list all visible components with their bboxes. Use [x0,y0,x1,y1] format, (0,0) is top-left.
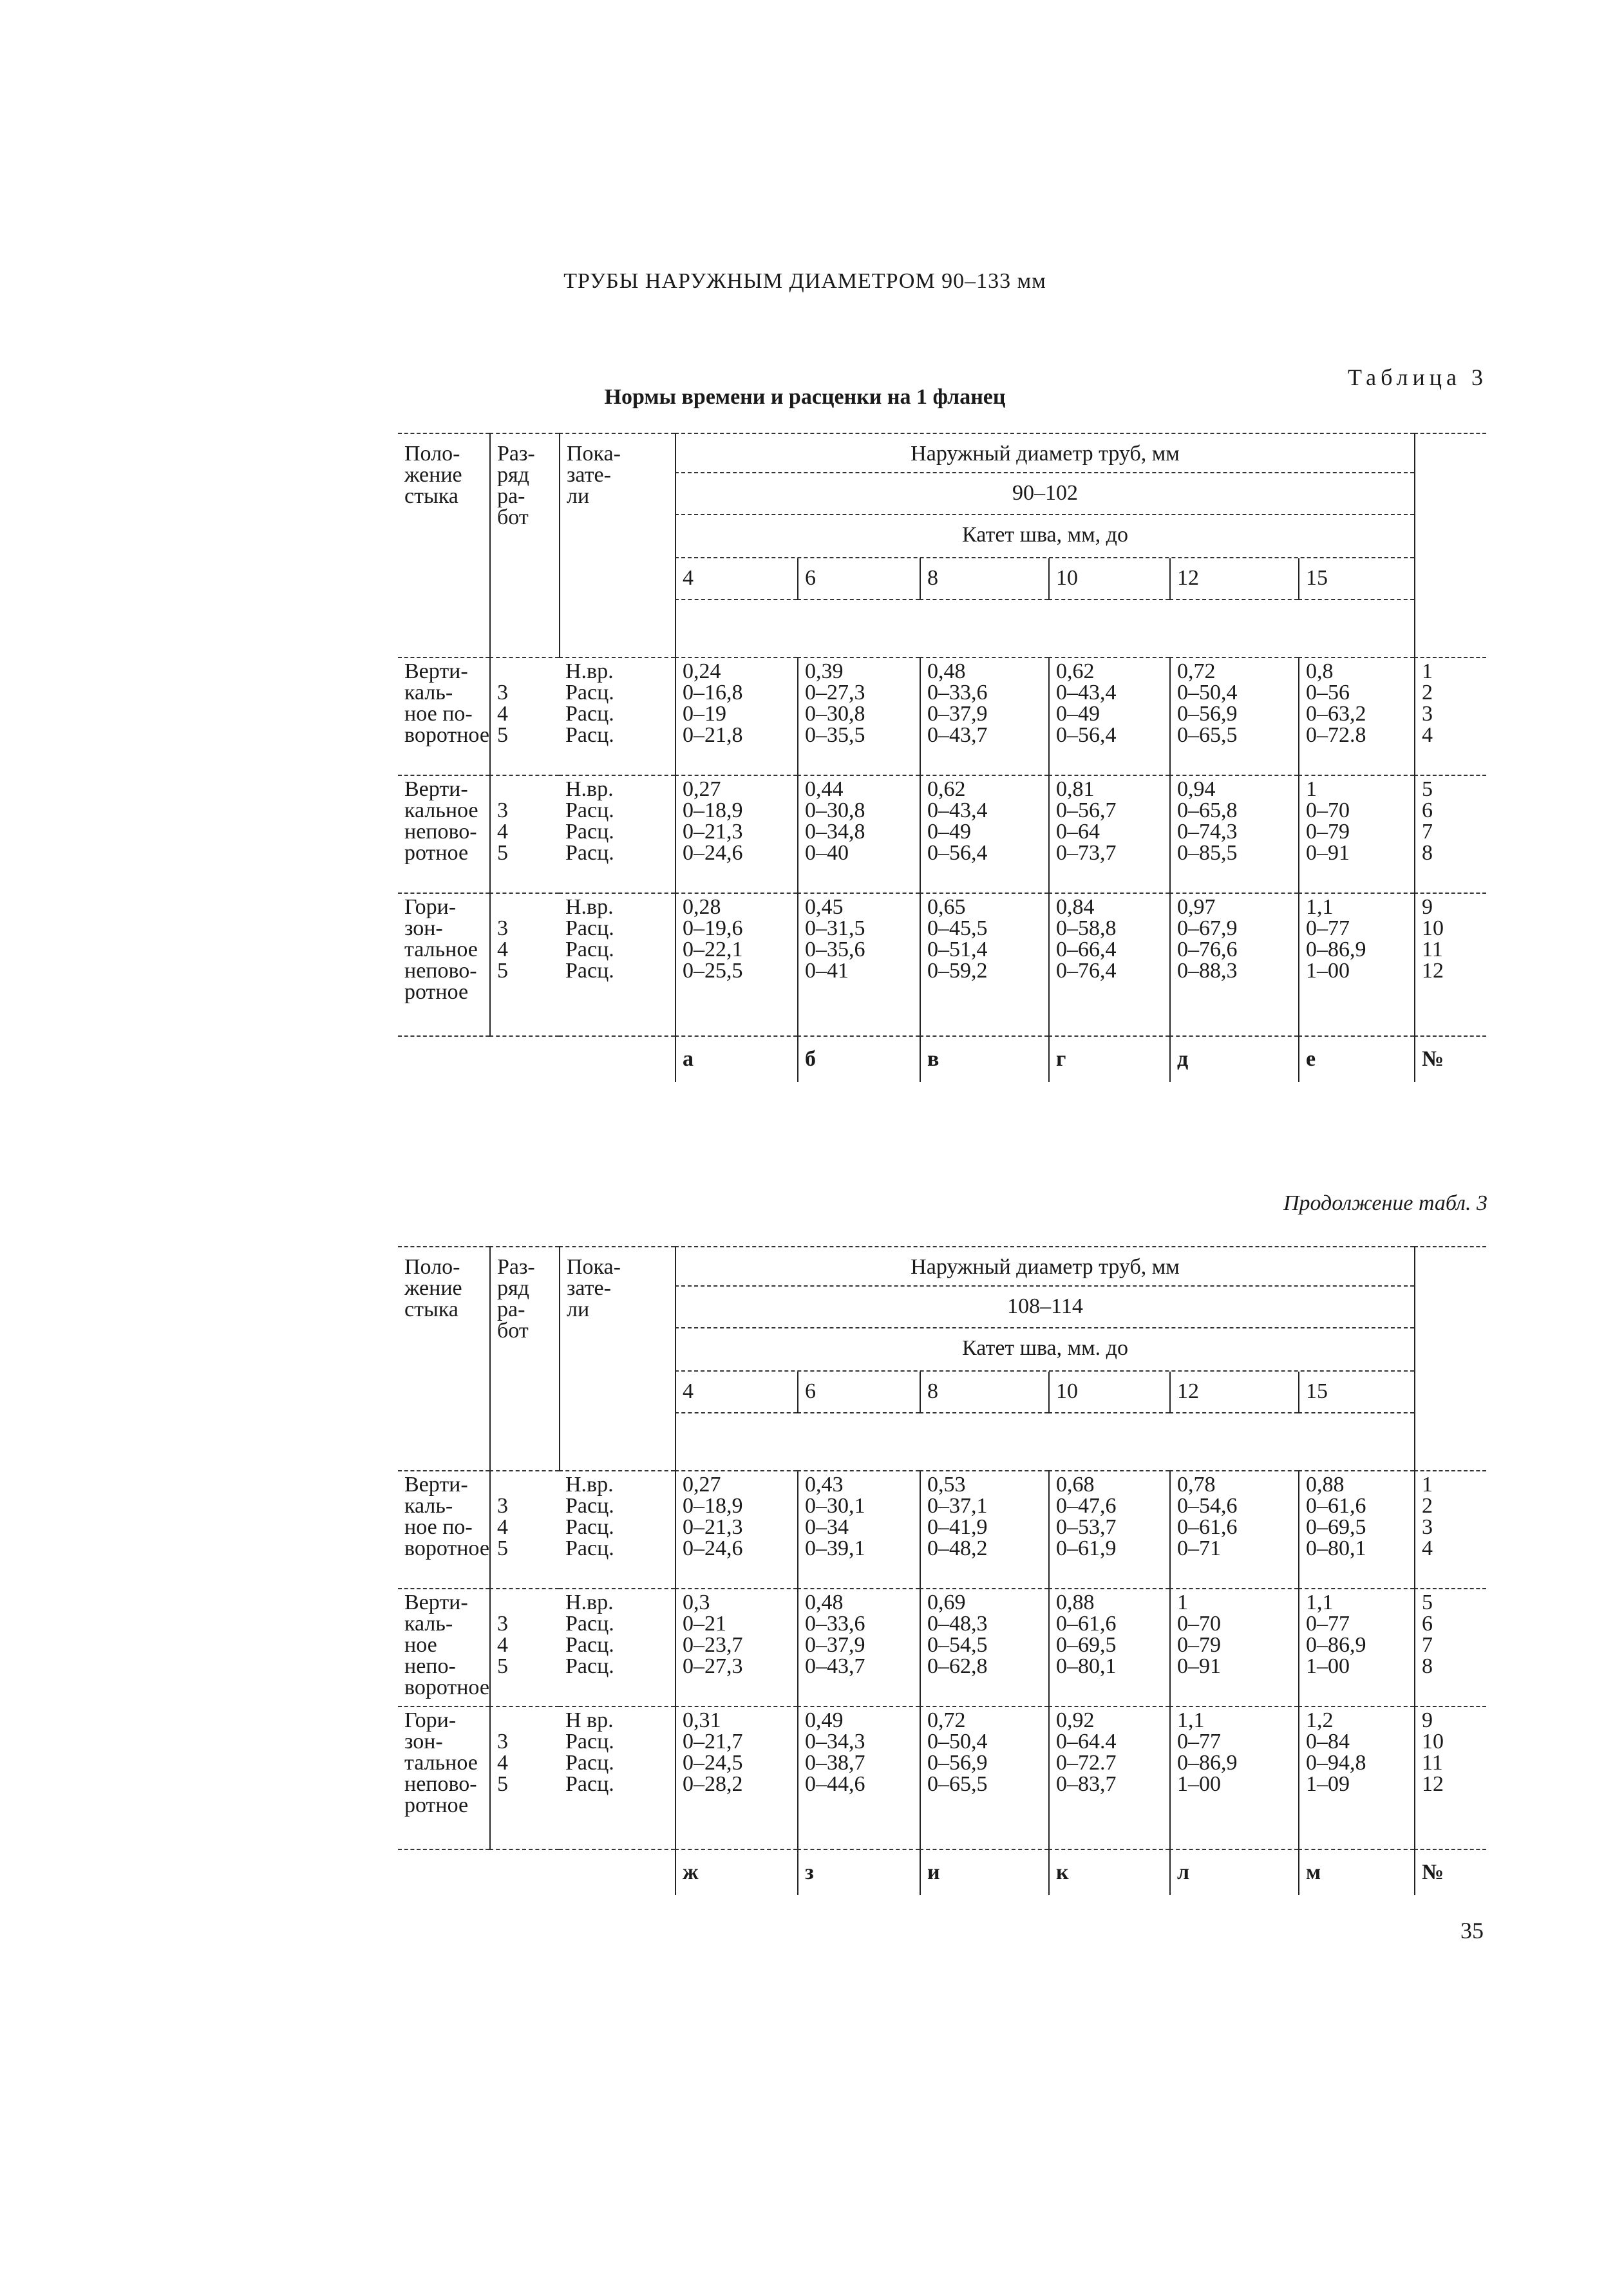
value-cell: 0,45 0–31,5 0–35,6 0–41 [797,894,920,1037]
number-header: № [1414,1850,1486,1895]
header-spacer [1048,600,1169,658]
value-cell: 1 0–70 0–79 0–91 [1169,1589,1298,1707]
header-diameter-range: 90–102 [675,473,1414,515]
header-position: Поло- жение стыка [398,433,489,658]
value-cell: 0,88 0–61,6 0–69,5 0–80,1 [1048,1589,1169,1707]
header-spacer [675,1413,797,1471]
header-weld-leg: Катет шва, мм. до [675,1328,1414,1372]
value-cell: 0,97 0–67,9 0–76,6 0–88,3 [1169,894,1298,1037]
header-leg-value: 8 [920,558,1048,600]
row-numbers: 1 2 3 4 [1414,658,1486,776]
column-letter: к [1048,1850,1169,1895]
value-cell: 1,1 0–77 0–86,9 1–00 [1298,894,1414,1037]
value-cell: 0,28 0–19,6 0–22,1 0–25,5 [675,894,797,1037]
value-cell: 0,81 0–56,7 0–64 0–73,7 [1048,776,1169,894]
indicator-labels: Н.вр. Расц. Расц. Расц. [559,894,675,1037]
footer-blank [398,1037,675,1082]
header-spacer [1298,600,1414,658]
value-cell: 0,72 0–50,4 0–56,9 0–65,5 [920,1707,1048,1850]
indicator-labels: Н.вр. Расц. Расц. Расц. [559,1471,675,1589]
value-cell: 0,39 0–27,3 0–30,8 0–35,5 [797,658,920,776]
column-letter: и [920,1850,1048,1895]
value-cell: 0,68 0–47,6 0–53,7 0–61,9 [1048,1471,1169,1589]
row-numbers: 9 10 11 12 [1414,894,1486,1037]
indicator-labels: Н вр. Расц. Расц. Расц. [559,1707,675,1850]
header-spacer [1169,600,1298,658]
value-cell: 0,27 0–18,9 0–21,3 0–24,6 [675,1471,797,1589]
column-letter: г [1048,1037,1169,1082]
value-cell: 0,48 0–33,6 0–37,9 0–43,7 [920,658,1048,776]
joint-position: Гори- зон- тальное непово- ротное [398,894,489,1037]
value-cell: 0,62 0–43,4 0–49 0–56,4 [920,776,1048,894]
column-letter: в [920,1037,1048,1082]
column-letter: б [797,1037,920,1082]
header-leg-value: 6 [797,558,920,600]
column-letter: л [1169,1850,1298,1895]
footer-blank [398,1850,675,1895]
column-letter: а [675,1037,797,1082]
header-spacer [675,600,797,658]
joint-position: Верти- каль- ное непо- воротное [398,1589,489,1707]
value-cell: 0,65 0–45,5 0–51,4 0–59,2 [920,894,1048,1037]
header-position: Поло- жение стыка [398,1246,489,1471]
value-cell: 0,43 0–30,1 0–34 0–39,1 [797,1471,920,1589]
header-leg-value: 6 [797,1372,920,1413]
continuation-label: Продолжение табл. 3 [1283,1191,1487,1215]
header-spacer [1298,1413,1414,1471]
value-cell: 1,1 0–77 0–86,9 1–00 [1169,1707,1298,1850]
value-cell: 0,3 0–21 0–23,7 0–27,3 [675,1589,797,1707]
joint-position: Гори- зон- тальное непово- ротное [398,1707,489,1850]
number-header: № [1414,1037,1486,1082]
value-cell: 0,78 0–54,6 0–61,6 0–71 [1169,1471,1298,1589]
joint-position: Верти- кальное непово- ротное [398,776,489,894]
value-cell: 0,84 0–58,8 0–66,4 0–76,4 [1048,894,1169,1037]
row-numbers: 1 2 3 4 [1414,1471,1486,1589]
column-letter: ж [675,1850,797,1895]
value-cell: 0,48 0–33,6 0–37,9 0–43,7 [797,1589,920,1707]
row-numbers: 5 6 7 8 [1414,776,1486,894]
header-leg-value: 4 [675,1372,797,1413]
value-cell: 0,8 0–56 0–63,2 0–72.8 [1298,658,1414,776]
table-caption: Нормы времени и расценки на 1 фланец [604,385,1006,409]
header-rank: Раз- ряд ра- бот [489,433,559,658]
value-cell: 1,2 0–84 0–94,8 1–09 [1298,1707,1414,1850]
indicator-labels: Н.вр. Расц. Расц. Расц. [559,776,675,894]
header-number-empty [1414,433,1486,658]
value-cell: 1,1 0–77 0–86,9 1–00 [1298,1589,1414,1707]
value-cell: 0,49 0–34,3 0–38,7 0–44,6 [797,1707,920,1850]
header-spacer [797,600,920,658]
header-leg-value: 10 [1048,558,1169,600]
page-number: 35 [1460,1918,1484,1943]
header-indicators: Пока- зате- ли [559,1246,675,1471]
header-leg-value: 10 [1048,1372,1169,1413]
column-letter: м [1298,1850,1414,1895]
value-cell: 0,62 0–43,4 0–49 0–56,4 [1048,658,1169,776]
column-letter: е [1298,1037,1414,1082]
header-leg-value: 12 [1169,1372,1298,1413]
norms-table-108-114 [398,1246,1499,1895]
header-weld-leg: Катет шва, мм, до [675,515,1414,558]
page-title: ТРУБЫ НАРУЖНЫМ ДИАМЕТРОМ 90–133 мм [563,269,1046,293]
header-spacer [920,1413,1048,1471]
value-cell: 0,31 0–21,7 0–24,5 0–28,2 [675,1707,797,1850]
value-cell: 0,94 0–65,8 0–74,3 0–85,5 [1169,776,1298,894]
work-rank: 3 4 5 [489,776,559,894]
indicator-labels: Н.вр. Расц. Расц. Расц. [559,1589,675,1707]
value-cell: 0,27 0–18,9 0–21,3 0–24,6 [675,776,797,894]
value-cell: 0,88 0–61,6 0–69,5 0–80,1 [1298,1471,1414,1589]
joint-position: Верти- каль- ное по- воротное [398,1471,489,1589]
column-letter: д [1169,1037,1298,1082]
header-leg-value: 4 [675,558,797,600]
header-leg-value: 12 [1169,558,1298,600]
work-rank: 3 4 5 [489,1589,559,1707]
column-letter: з [797,1850,920,1895]
header-spacer [1048,1413,1169,1471]
header-spacer [920,600,1048,658]
header-indicators: Пока- зате- ли [559,433,675,658]
value-cell: 0,69 0–48,3 0–54,5 0–62,8 [920,1589,1048,1707]
row-numbers: 5 6 7 8 [1414,1589,1486,1707]
work-rank: 3 4 5 [489,894,559,1037]
header-outer-diameter: Наружный диаметр труб, мм [675,1246,1414,1287]
norms-table-90-102 [398,433,1499,1082]
row-numbers: 9 10 11 12 [1414,1707,1486,1850]
value-cell: 1 0–70 0–79 0–91 [1298,776,1414,894]
table-label: Таблица 3 [1348,364,1487,390]
indicator-labels: Н.вр. Расц. Расц. Расц. [559,658,675,776]
work-rank: 3 4 5 [489,1471,559,1589]
header-outer-diameter: Наружный диаметр труб, мм [675,433,1414,473]
value-cell: 0,92 0–64.4 0–72.7 0–83,7 [1048,1707,1169,1850]
value-cell: 0,53 0–37,1 0–41,9 0–48,2 [920,1471,1048,1589]
work-rank: 3 4 5 [489,1707,559,1850]
header-spacer [1169,1413,1298,1471]
value-cell: 0,72 0–50,4 0–56,9 0–65,5 [1169,658,1298,776]
header-leg-value: 15 [1298,1372,1414,1413]
header-number-empty [1414,1246,1486,1471]
joint-position: Верти- каль- ное по- воротное [398,658,489,776]
header-diameter-range: 108–114 [675,1287,1414,1328]
header-leg-value: 15 [1298,558,1414,600]
work-rank: 3 4 5 [489,658,559,776]
header-leg-value: 8 [920,1372,1048,1413]
header-spacer [797,1413,920,1471]
value-cell: 0,24 0–16,8 0–19 0–21,8 [675,658,797,776]
header-rank: Раз- ряд ра- бот [489,1246,559,1471]
value-cell: 0,44 0–30,8 0–34,8 0–40 [797,776,920,894]
